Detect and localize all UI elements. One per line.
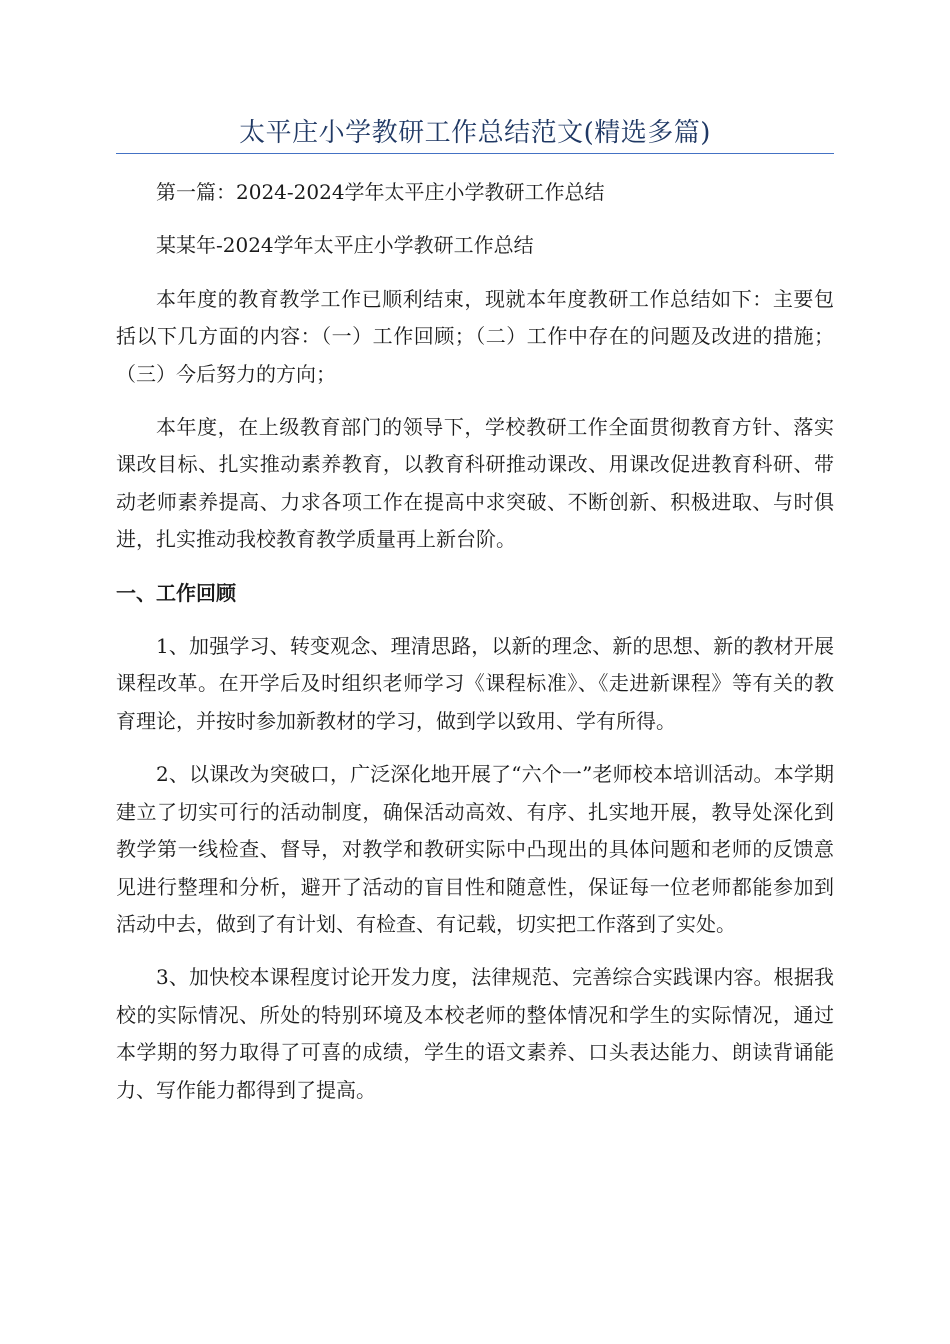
title-underline [116, 153, 834, 154]
subtitle: 某某年-2024学年太平庄小学教研工作总结 [156, 233, 534, 258]
chapter-heading: 第一篇：2024-2024学年太平庄小学教研工作总结 [156, 180, 605, 204]
section-paragraph: 3、加快校本课程度讨论开发力度，法律规范、完善综合实践课内容。根据我校的实际情况、所处的特别环境及本校老师的整体情况和学生的实际情况，通过本学期的努力取得了可喜的成绩，学生的语文素养、口头表达能力、朗读背诵能力、写作能力都得到了提高。 [116, 965, 834, 1102]
document-page [116, 0, 834, 1109]
section-heading: 一、工作回顾 [116, 580, 236, 605]
section-paragraph: 1、加强学习、转变观念、理清思路，以新的理念、新的思想、新的教材开展课程改革。在开学后及时组织老师学习《课程标准》、《走进新课程》等有关的教育理论，并按时参加新教材的学习，做到学以致用、学有所得。 [116, 634, 834, 733]
section-paragraph: 2、以课改为突破口，广泛深化地开展了“六个一”老师校本培训活动。本学期建立了切实可行的活动制度，确保活动高效、有序、扎实地开展，教导处深化到教学第一线检查、督导，对教学和教研实际中凸现出的具体问题和老师的反馈意见进行整理和分析，避开了活动的盲目性和随意性，保证每一位老师都能参加到活动中去，做到了有计划、有检查、有记载，切实把工作落到了实处。 [116, 762, 834, 936]
paragraph: 本年度，在上级教育部门的领导下，学校教研工作全面贯彻教育方针、落实课改目标、扎实推动素养教育，以教育科研推动课改、用课改促进教育科研、带动老师素养提高、力求各项工作在提高中求突破、不断创新、积极进取、与时俱进，扎实推动我校教育教学质量再上新台阶。 [116, 415, 834, 552]
paragraph: 本年度的教育教学工作已顺利结束，现就本年度教研工作总结如下：主要包括以下几方面的内容：（一）工作回顾；（二）工作中存在的问题及改进的措施；（三）今后努力的方向； [116, 286, 834, 386]
document-title: 太平庄小学教研工作总结范文(精选多篇) [239, 118, 711, 148]
